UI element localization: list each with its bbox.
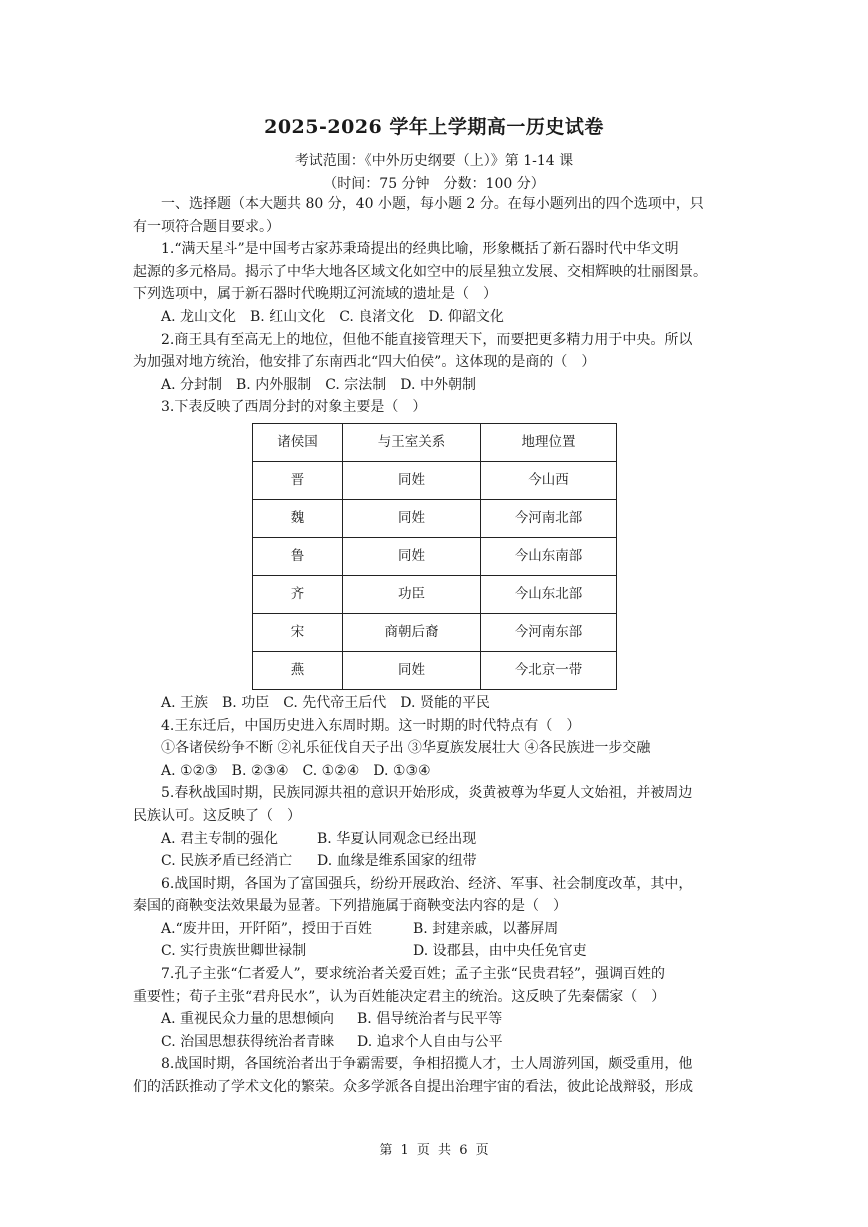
question-7-line: 重要性；荀子主张“君舟民水”，认为百姓能决定君主的统治。这反映了先秦儒家（ ） [133,988,666,1005]
question-7-line: 7.孔子主张“仁者爱人”，要求统治者关爱百姓；孟子主张“民贵君轻”，强调百姓的 [161,966,665,983]
exam-scope: 考试范围：《中外历史纲要（上）》第 1-14 课 [294,153,574,169]
question-1-options: A. 龙山文化 B. 红山文化 C. 良渚文化 D. 仰韶文化 [161,308,504,325]
option-c: C. 治国思想获得统治者青睐 [161,1033,335,1050]
table-cell: 同姓 [343,651,481,689]
question-2-line: 2.商王具有至高无上的地位，但他不能直接管理天下，而要把更多精力用于中央。所以 [161,331,693,348]
table-row [253,651,617,689]
question-5-line: 民族认可。这反映了（ ） [133,807,301,824]
option-a: A.“废井田，开阡陌”，授田于百姓 [161,920,372,937]
question-4-options: A. ①②③ B. ②③④ C. ①②④ D. ①③④ [161,762,431,779]
table-cell: 今山东北部 [481,575,617,613]
question-1-line: 起源的多元格局。揭示了中华大地各区域文化如空中的辰星独立发展、交相辉映的壮丽图景。 [133,263,707,280]
table-row [253,613,617,651]
table-cell: 今山西 [481,461,617,499]
section-intro-line: 有一项符合题目要求。） [133,218,280,235]
question-6-options-row [133,918,739,941]
question-7-options-row [133,1031,739,1054]
table-cell: 商朝后裔 [343,613,481,651]
table-row [253,461,617,499]
exam-content [133,193,739,1099]
option-a: A. 重视民众力量的思想倾向 [161,1011,335,1028]
table-cell: 今山东南部 [481,537,617,575]
question-6-line: 6.战国时期，各国为了富国强兵，纷纷开展政治、经济、军事、社会制度改革，其中， [161,875,693,892]
table-cell: 鲁 [253,537,343,575]
table-row [253,499,617,537]
question-5-options-row [133,828,739,851]
exam-time-score: （时间：75 分钟 分数：100 分） [323,176,545,192]
page-footer: 第 1 页 共 6 页 [379,1143,489,1158]
section-intro-line: 一、选择题（本大题共 80 分，40 小题，每小题 2 分。在每小题列出的四个选项中，只 [161,196,704,212]
table-cell: 燕 [253,651,343,689]
question-4-statements: ①各诸侯纷争不断 ②礼乐征伐自天子出 ③华夏族发展壮大 ④各民族进一步交融 [161,740,651,757]
option-b: B. 倡导统治者与民平等 [357,1011,503,1028]
option-d: D. 血缘是维系国家的纽带 [317,853,477,870]
question-2-line: 为加强对地方统治，他安排了东南西北“四大伯侯”。这体现的是商的（ ） [133,354,596,371]
table-cell: 晋 [253,461,343,499]
table-header-cell: 地理位置 [481,423,617,461]
table-cell: 同姓 [343,537,481,575]
question-5-line: 5.春秋战国时期，民族同源共祖的意识开始形成，炎黄被尊为华夏人文始祖，并被周边 [161,785,693,802]
option-d: D. 设郡县，由中央任免官吏 [413,943,587,960]
table-row [253,537,617,575]
table-header-cell: 诸侯国 [253,423,343,461]
question-1-line: 1.“满天星斗”是中国考古家苏秉琦提出的经典比喻，形象概括了新石器时代中华文明 [161,241,679,258]
table-cell: 同姓 [343,499,481,537]
table-cell: 同姓 [343,461,481,499]
option-d: D. 追求个人自由与公平 [357,1033,503,1050]
question-8-line: 8.战国时期，各国统治者出于争霸需要，争相招揽人才，士人周游列国，颇受重用，他 [161,1056,693,1073]
table-cell: 今北京一带 [481,651,617,689]
table-cell: 宋 [253,613,343,651]
question-3-line: 3.下表反映了西周分封的对象主要是（ ） [161,399,427,416]
question-6-line: 秦国的商鞅变法效果最为显著。下列措施属于商鞅变法内容的是（ ） [133,898,567,915]
question-3-options: A. 王族 B. 功臣 C. 先代帝王后代 D. 贤能的平民 [161,694,490,711]
question-6-options-row [133,940,739,963]
table-header-cell: 与王室关系 [343,423,481,461]
table-header-row [253,423,617,461]
question-7-options-row [133,1008,739,1031]
question-4-line: 4.王东迁后，中国历史进入东周时期。这一时期的时代特点有（ ） [161,717,581,734]
table-cell: 今河南东部 [481,613,617,651]
table-row [253,575,617,613]
table-cell: 魏 [253,499,343,537]
option-a: A. 君主专制的强化 [161,830,279,847]
option-b: B. 华夏认同观念已经出现 [317,830,477,847]
table-cell: 功臣 [343,575,481,613]
question-2-options: A. 分封制 B. 内外服制 C. 宗法制 D. 中外朝制 [161,376,476,393]
option-c: C. 民族矛盾已经消亡 [161,853,293,870]
option-b: B. 封建亲戚，以蕃屏周 [413,920,559,937]
option-c: C. 实行贵族世卿世禄制 [161,943,307,960]
question-5-options-row [133,850,739,873]
fief-table [252,423,617,690]
table-cell: 齐 [253,575,343,613]
question-1-line: 下列选项中，属于新石器时代晚期辽河流域的遗址是（ ） [133,286,497,303]
exam-title: 2025-2026 学年上学期高一历史试卷 [264,116,604,138]
table-cell: 今河南北部 [481,499,617,537]
question-8-line: 们的活跃推动了学术文化的繁荣。众多学派各自提出治理宇宙的看法，彼此论战辩驳，形成 [133,1079,693,1096]
